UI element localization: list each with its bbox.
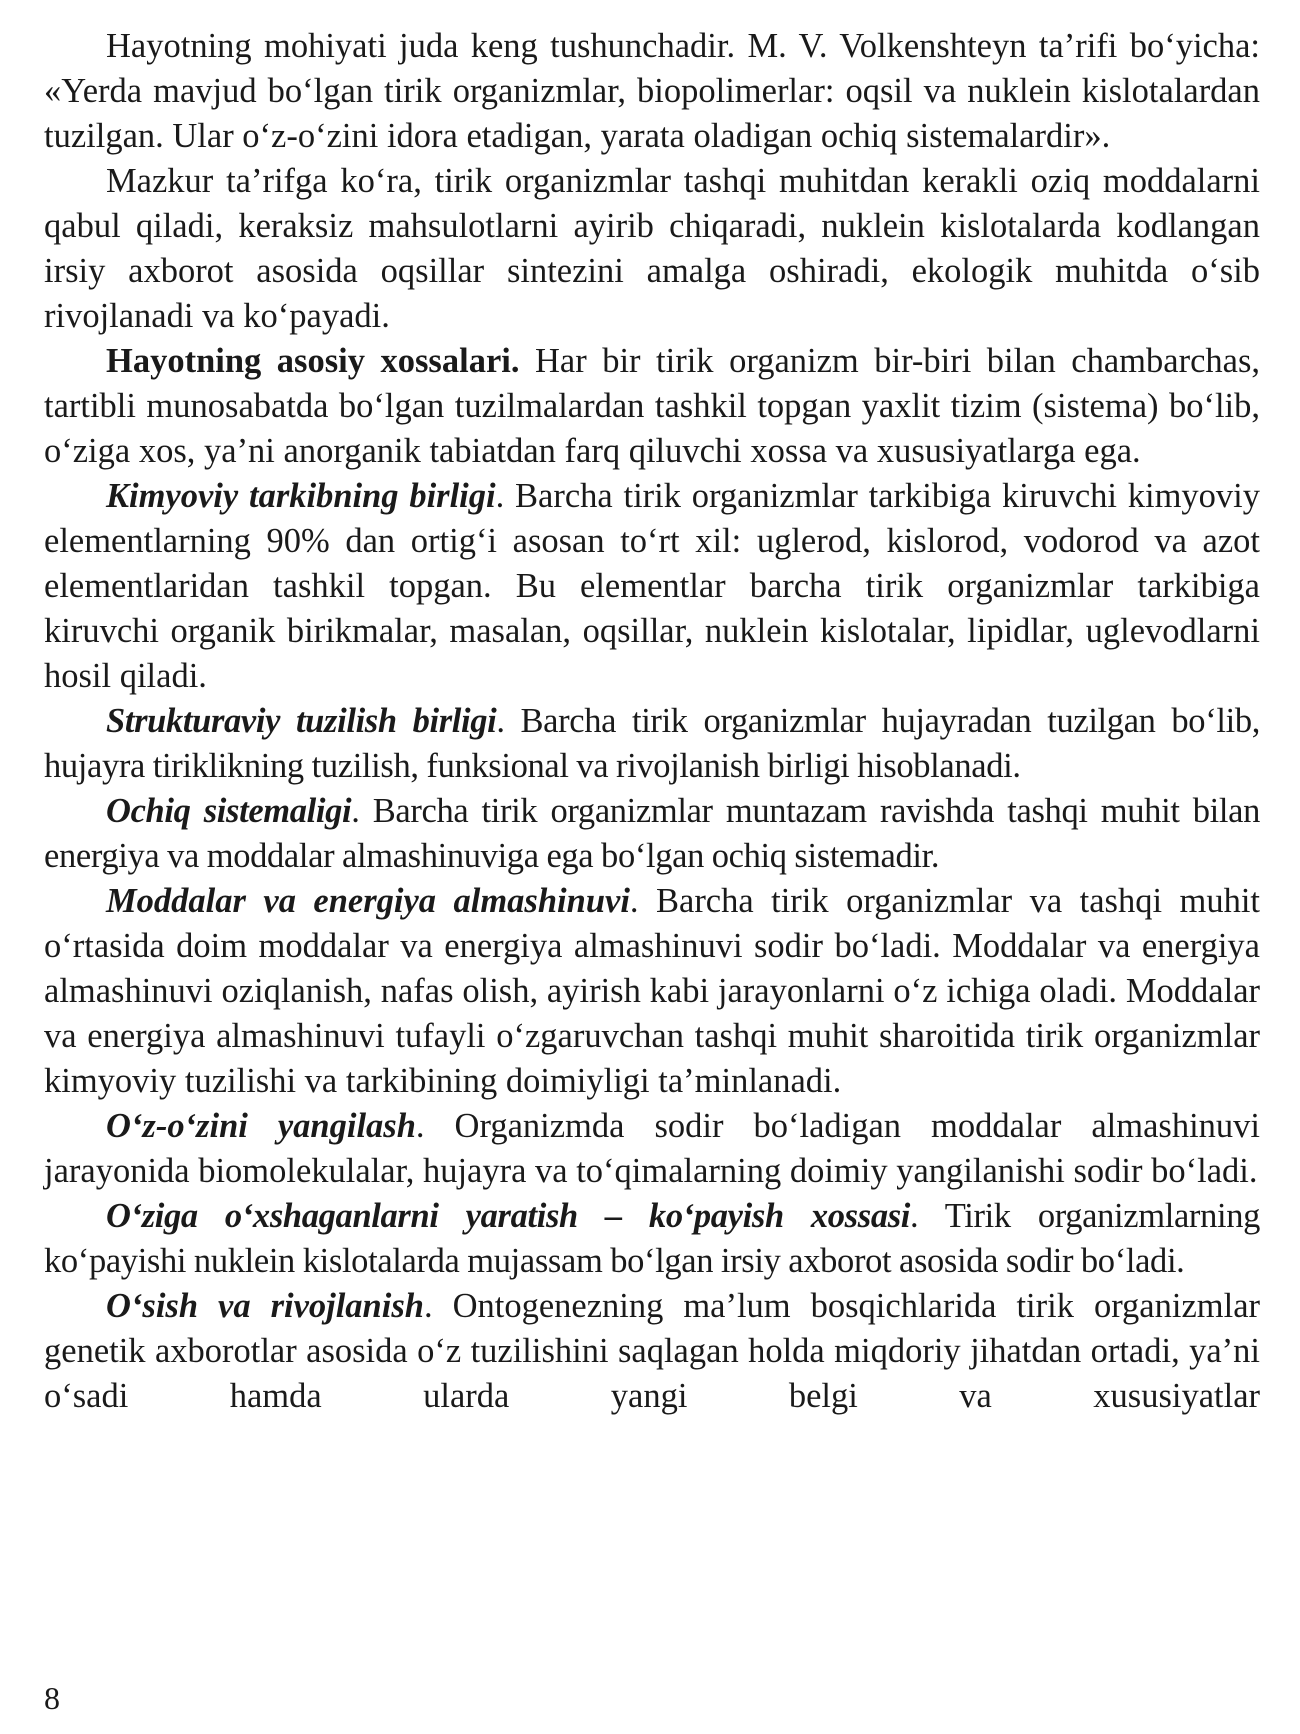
paragraph-3 <box>44 339 1260 474</box>
page-body <box>44 24 1260 1419</box>
paragraph-heading: O‘sish va rivojlanish <box>106 1287 424 1325</box>
paragraph-heading: O‘ziga o‘xshaganlarni yaratish – ko‘payish xossasi <box>106 1197 911 1235</box>
paragraph-text: . Barcha tirik organizmlar tarkibiga kiruvchi kimyoviy elementlarning 90% dan ortig‘i asosan to‘rt xil: uglerod, kislorod, vodorod va azot elementlaridan tashkil topgan. Bu elementlar barcha tirik organizmlar tarkibiga kiruvchi organik birikmalar, masalan, oqsillar, nuklein kislotalar, lipidlar, uglevodlarni hosil qiladi. <box>44 477 1261 695</box>
paragraph-5 <box>44 699 1260 789</box>
paragraph-6 <box>44 789 1260 879</box>
paragraph-heading: Moddalar va energiya almashinuvi <box>106 882 630 920</box>
paragraph-text: . Barcha tirik organizmlar hujayradan tuzilgan bo‘lib, hujayra tiriklikning tuzilish, funksional va rivojlanish birligi hisoblanadi. <box>44 702 1260 785</box>
paragraph-heading: Hayotning asosiy xossalari. <box>106 342 520 380</box>
paragraph-2 <box>44 159 1260 339</box>
paragraph-9 <box>44 1194 1260 1284</box>
paragraph-text: . Tirik organizmlarning ko‘payishi nuklein kislotalarda mujassam bo‘lgan irsiy axborot asosida sodir bo‘ladi. <box>44 1197 1260 1280</box>
paragraph-text: . Barcha tirik organizmlar muntazam ravishda tashqi muhit bilan energiya va moddalar almashinuviga ega bo‘lgan ochiq sistemadir. <box>44 792 1260 875</box>
paragraph-text: . Barcha tirik organizmlar va tashqi muhit o‘rtasida doim moddalar va energiya almashinuvi sodir bo‘ladi. Moddalar va energiya almashinuvi oziqlanish, nafas olish, ayirish kabi jarayonlarni o‘z ichiga oladi. Moddalar va energiya almashinuvi tufayli o‘zgaruvchan tashqi muhit sharoitida tirik organizmlar kimyoviy tuzilishi va tarkibining doimiyligi ta’minlanadi. <box>44 882 1260 1100</box>
paragraph-text: Hayotning mohiyati juda keng tushunchadir. M. V. Volkenshteyn ta’rifi bo‘yicha: «Yerda mavjud bo‘lgan tirik organizmlar, biopolimerlar: oqsil va nuklein kislotalardan tuzilgan. Ular o‘z-o‘zini idora etadigan, yarata oladigan ochiq sistemalardir». <box>44 27 1260 155</box>
paragraph-4 <box>44 474 1260 699</box>
paragraph-text: . Ontogenezning ma’lum bosqichlarida tirik organizmlar genetik axborotlar asosida o‘z tuzilishini saqlagan holda miqdoriy jihatdan ortadi, ya’ni o‘sadi hamda ularda yangi belgi va xususiyatlar <box>44 1287 1260 1415</box>
paragraph-heading: Kimyoviy tarkibning birligi <box>106 477 496 515</box>
paragraph-heading: Strukturaviy tuzilish birligi <box>106 702 497 740</box>
paragraph-7 <box>44 879 1260 1104</box>
paragraph-8 <box>44 1104 1260 1194</box>
paragraph-1 <box>44 24 1260 159</box>
paragraph-heading: O‘z-o‘zini yangilash <box>106 1107 416 1145</box>
page-number: 8 <box>44 1680 60 1716</box>
paragraph-text: . Organizmda sodir bo‘ladigan moddalar almashinuvi jarayonida biomolekulalar, hujayra va to‘qimalarning doimiy yangilanishi sodir bo‘ladi. <box>44 1107 1260 1190</box>
paragraph-text: Mazkur ta’rifga ko‘ra, tirik organizmlar tashqi muhitdan kerakli oziq moddalarni qabul qiladi, keraksiz mahsulotlarni ayirib chiqaradi, nuklein kislotalarda kodlangan irsiy axborot asosida oqsillar sintezini amalga oshiradi, ekologik muhitda o‘sib rivojlanadi va ko‘payadi. <box>44 162 1260 335</box>
paragraph-10 <box>44 1284 1260 1419</box>
paragraph-heading: Ochiq sistemaligi <box>106 792 352 830</box>
paragraph-text: Har bir tirik organizm bir-biri bilan chambarchas, tartibli munosabatda bo‘lgan tuzilmalardan tashkil topgan yaxlit tizim (sistema) bo‘lib, o‘ziga xos, ya’ni anorganik tabiatdan farq qiluvchi xossa va xususiyatlarga ega. <box>44 342 1260 470</box>
